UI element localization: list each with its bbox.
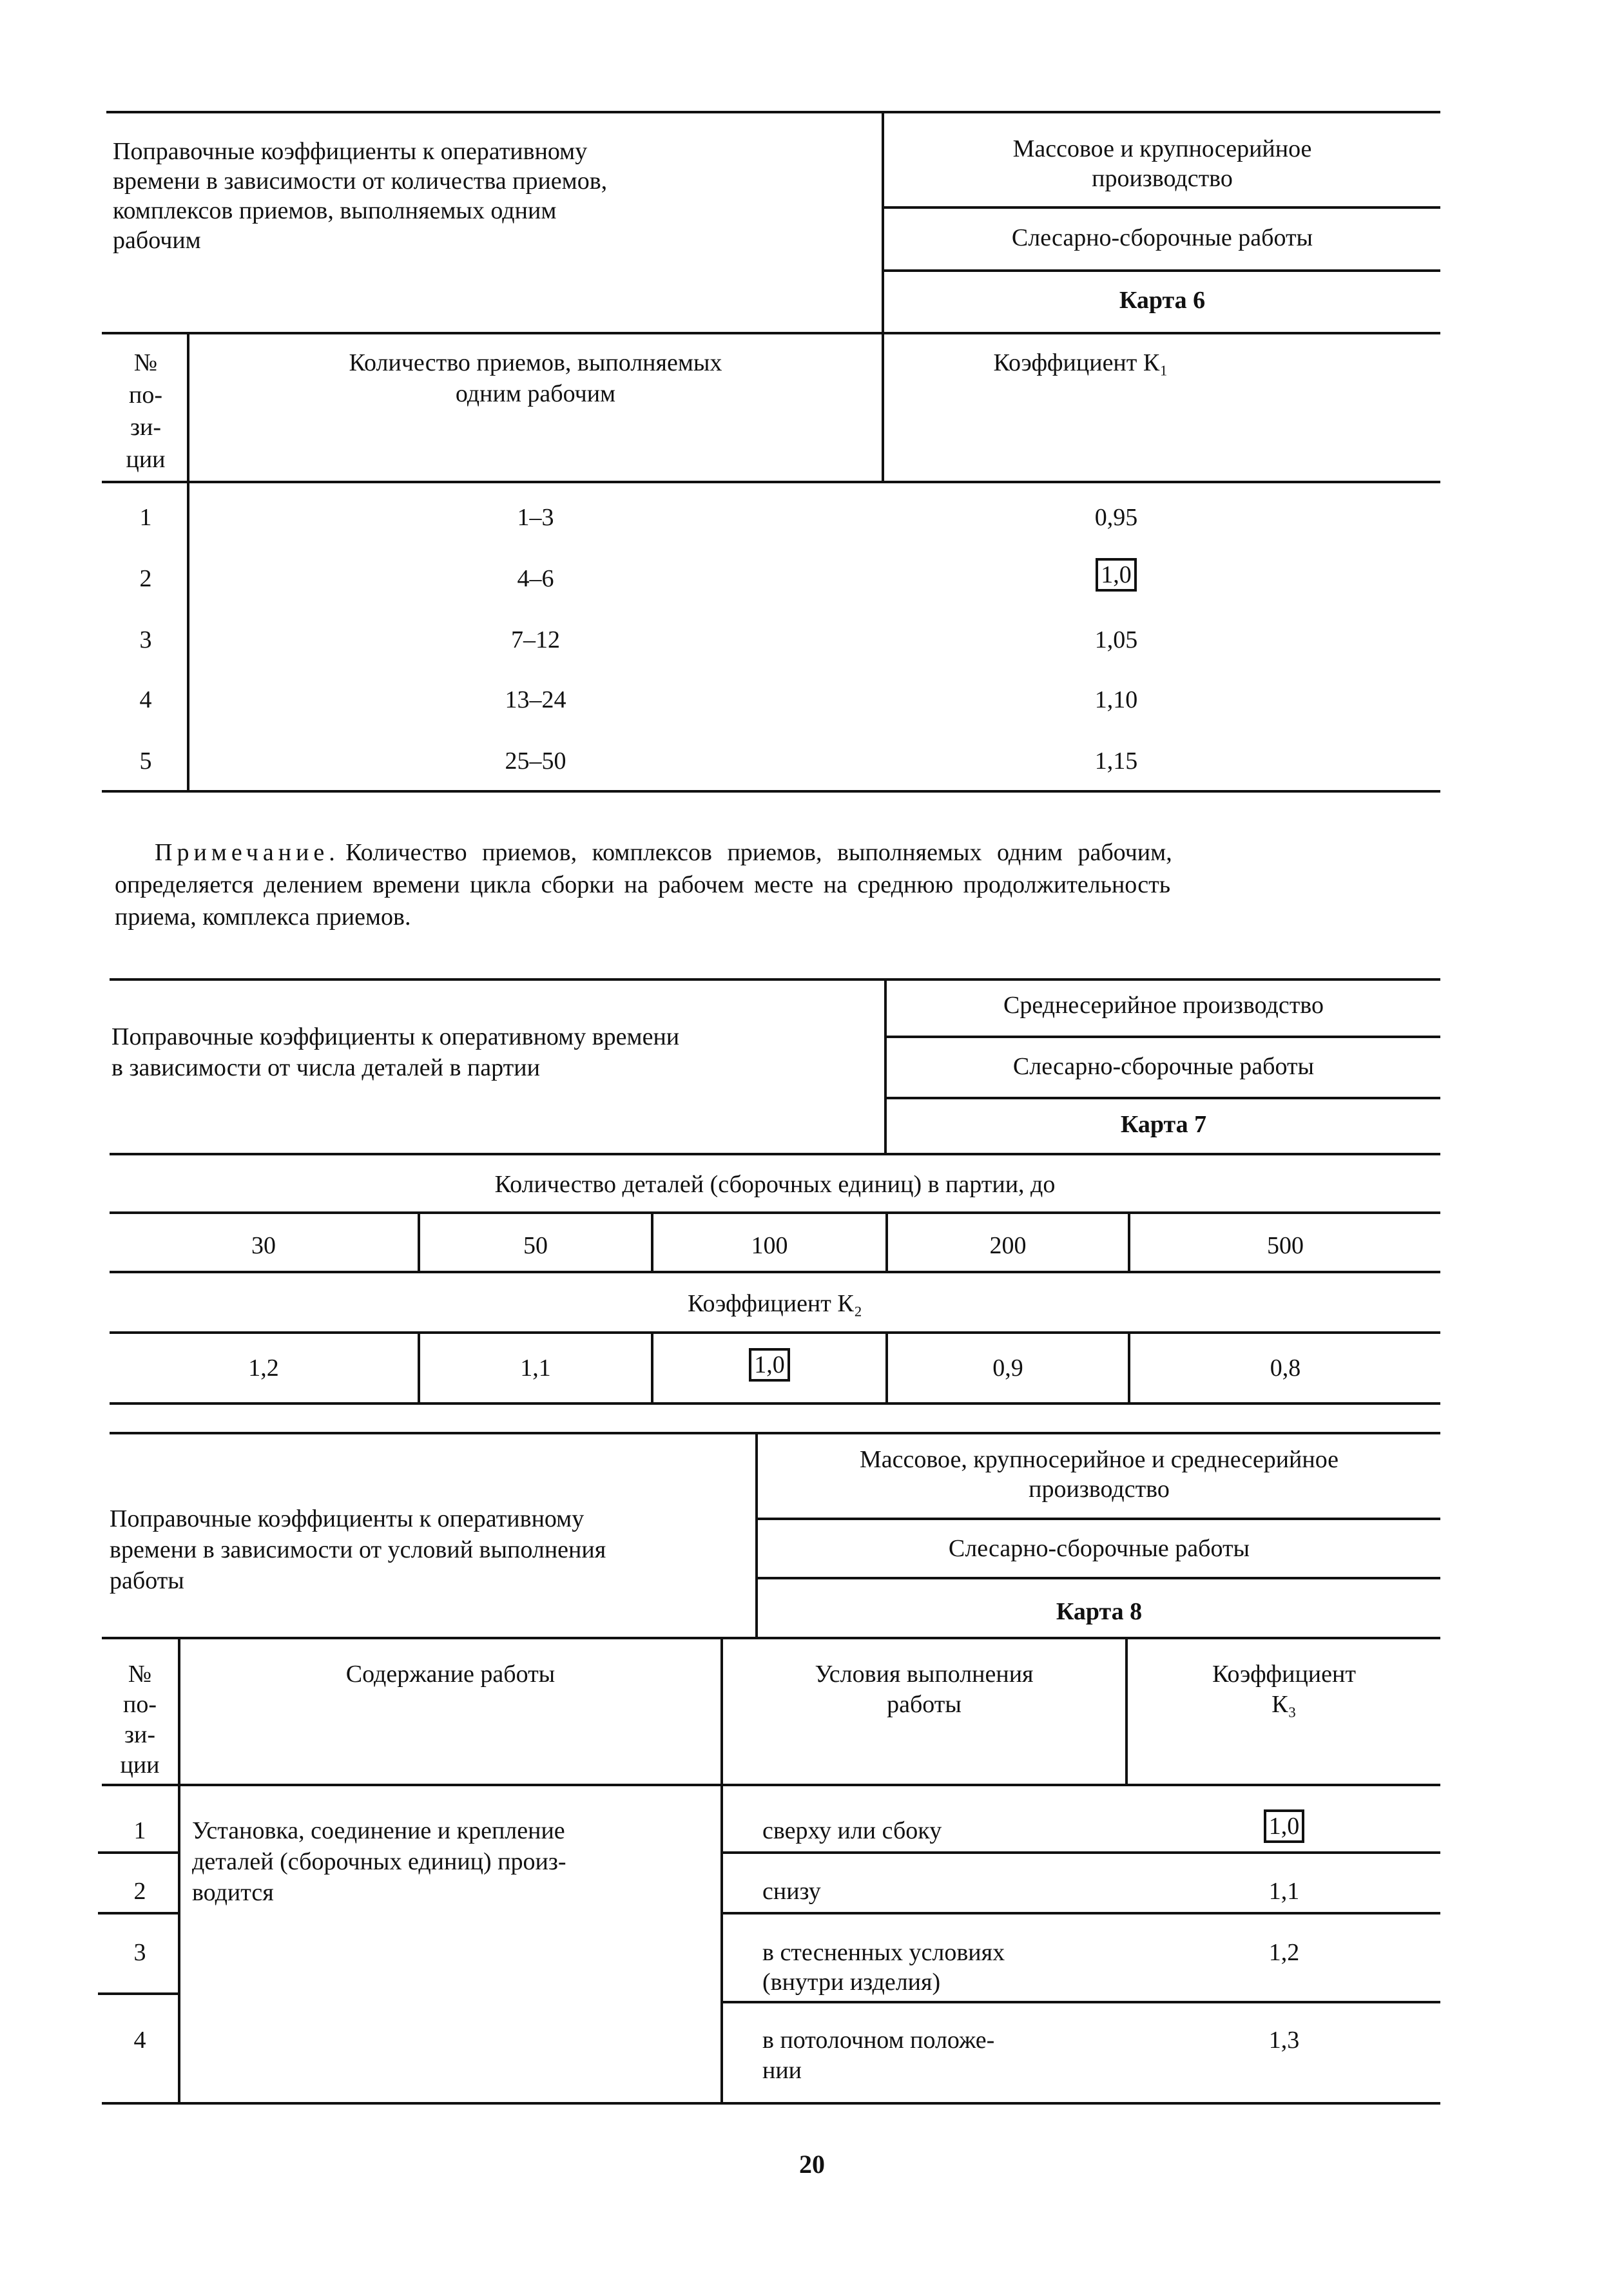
col-conditions-header: Условия выполнения: [815, 1661, 1034, 1688]
rule: [110, 1402, 1440, 1405]
col-pos-header: №: [133, 349, 158, 376]
rule: [755, 1518, 1440, 1520]
coef-cell: 1,1: [520, 1355, 551, 1382]
note-label: Примечание.: [155, 839, 340, 866]
col-pos-header: ции: [126, 446, 166, 473]
table-row-conditions: в стесненных условиях: [762, 1939, 1005, 1966]
col-coef-header: К₃: [1271, 1691, 1297, 1718]
table-row-coef-boxed: [1128, 1809, 1440, 1843]
card7-card-label: Карта 7: [1120, 1111, 1207, 1138]
card7-title-line: Поправочные коэффициенты к оперативному времени: [111, 1023, 680, 1050]
card6-title-line: комплексов приемов, выполняемых одним: [113, 197, 557, 224]
table-row-count: 25–50: [505, 747, 566, 775]
coef-cell: 1,2: [248, 1355, 279, 1382]
card8-production: Массовое, крупносерийное и среднесерийное: [859, 1446, 1339, 1473]
note-line-2: определяется делением времени цикла сборки на рабочем месте на среднюю продолжительность: [115, 871, 1171, 898]
highlight-box: 1,0: [749, 1348, 790, 1382]
table-row-coef-boxed: [884, 558, 1348, 592]
rule: [755, 1577, 1440, 1579]
rule: [720, 1912, 1440, 1914]
table-row-coef: 1,15: [1094, 747, 1138, 775]
table-row-count: 4–6: [517, 565, 554, 592]
table-row-coef: 1,10: [1094, 686, 1138, 713]
rule: [110, 1211, 1440, 1214]
table-row-conditions: снизу: [762, 1878, 821, 1905]
card8-production: производство: [1029, 1476, 1170, 1503]
table-row-conditions: сверху или сбоку: [762, 1817, 942, 1844]
table-row-pos: 3: [139, 626, 152, 653]
coef-cell: 0,9: [992, 1355, 1023, 1382]
rule: [110, 1271, 1440, 1273]
rule: [102, 481, 1440, 483]
rule: [102, 1784, 1440, 1786]
table-row-conditions: (внутри изделия): [762, 1969, 941, 1996]
rule: [110, 1153, 1440, 1155]
rule: [884, 1097, 1440, 1099]
table-row-coef: 1,05: [1094, 626, 1138, 653]
rule: [882, 206, 1440, 209]
rule: [102, 1637, 1440, 1639]
rule: [110, 1331, 1440, 1334]
highlight-box: 1,0: [1264, 1809, 1305, 1843]
col-pos-header: ции: [120, 1751, 160, 1779]
card6-title-line: времени в зависимости от количества приемов,: [113, 168, 608, 195]
col-pos-header: №: [128, 1661, 152, 1688]
qty-cell: 50: [523, 1232, 548, 1259]
table-row-pos: 2: [139, 565, 152, 592]
rule: [720, 1851, 1440, 1854]
qty-cell: 100: [751, 1232, 788, 1259]
note-text: Количество приемов, комплексов приемов, выполняемых одним рабочим,: [345, 839, 1172, 866]
table-row-pos: 4: [133, 2027, 146, 2054]
col-count-header: Количество приемов, выполняемых: [349, 349, 722, 376]
table-row-pos: 1: [139, 504, 152, 531]
qty-cell: 30: [251, 1232, 276, 1259]
card6-production: Массовое и крупносерийное: [1012, 135, 1312, 162]
card6-title-line: рабочим: [113, 227, 201, 254]
col-count-header: одним рабочим: [455, 380, 616, 407]
highlight-box: 1,0: [1096, 558, 1137, 592]
card6-card-label: Карта 6: [1119, 287, 1206, 314]
rule: [882, 269, 1440, 272]
content-line: деталей (сборочных единиц) произ-: [192, 1848, 566, 1875]
page-number: 20: [799, 2150, 825, 2179]
rule: [98, 1992, 178, 1995]
content-line: Установка, соединение и крепление: [192, 1817, 565, 1844]
coef-cell: 0,8: [1270, 1355, 1301, 1382]
card7-work-type: Слесарно-сборочные работы: [1012, 1053, 1315, 1080]
card6-production: производство: [1092, 165, 1233, 192]
table-row-conditions: в потолочном положе-: [762, 2027, 995, 2054]
table-row-pos: 5: [139, 747, 152, 775]
table-row-coef: 1,2: [1268, 1939, 1300, 1966]
col-pos-header: зи-: [130, 414, 161, 441]
col-coef-header: Коэффициент: [1212, 1661, 1356, 1688]
table-row-coef: 1,1: [1268, 1878, 1300, 1905]
table-row-pos: 4: [139, 686, 152, 713]
table-row-coef: 1,3: [1268, 2027, 1300, 2054]
rule: [884, 1036, 1440, 1038]
card8-card-label: Карта 8: [1056, 1598, 1143, 1625]
rule: [178, 1637, 180, 2104]
table-row-conditions: нии: [762, 2057, 802, 2084]
col-conditions-header: работы: [887, 1691, 962, 1718]
card8-work-type: Слесарно-сборочные работы: [948, 1535, 1250, 1562]
rule: [110, 1432, 1440, 1434]
table-row-pos: 1: [133, 1817, 146, 1844]
note-line-1: [155, 838, 1172, 867]
qty-cell: 500: [1267, 1232, 1304, 1259]
table-row-count: 13–24: [505, 686, 566, 713]
rule: [98, 1851, 178, 1854]
qty-cell: 200: [989, 1232, 1027, 1259]
col-pos-header: по-: [123, 1691, 157, 1718]
rule: [102, 2102, 1440, 2105]
content-line: водится: [192, 1879, 274, 1906]
card8-title-line: работы: [110, 1567, 184, 1594]
table-row-coef: 0,95: [1094, 504, 1138, 531]
coef-cell-boxed: [653, 1348, 885, 1382]
col-coef-header: Коэффициент К₁: [993, 349, 1168, 376]
table-row-count: 7–12: [511, 626, 560, 653]
card6-title-line: Поправочные коэффициенты к оперативному: [113, 138, 588, 165]
rule: [720, 2001, 1440, 2003]
rule: [102, 332, 1440, 334]
card7-qty-header: Количество деталей (сборочных единиц) в партии, до: [494, 1171, 1056, 1198]
card7-coef-header: Коэффициент К₂: [688, 1290, 862, 1317]
rule: [110, 978, 1440, 981]
card6-work-type: Слесарно-сборочные работы: [1011, 224, 1313, 251]
table-row-count: 1–3: [517, 504, 554, 531]
rule: [102, 790, 1440, 793]
table-row-pos: 2: [133, 1878, 146, 1905]
col-content-header: Содержание работы: [345, 1661, 556, 1688]
table-row-pos: 3: [133, 1939, 146, 1966]
card8-title-line: времени в зависимости от условий выполнения: [110, 1536, 606, 1563]
col-pos-header: зи-: [124, 1721, 155, 1748]
card7-production: Среднесерийное производство: [1003, 992, 1324, 1019]
rule: [106, 111, 1440, 113]
card8-title-line: Поправочные коэффициенты к оперативному: [110, 1505, 585, 1532]
rule: [98, 1912, 178, 1914]
note-line-3: приема, комплекса приемов.: [115, 903, 411, 931]
card7-title-line: в зависимости от числа деталей в партии: [111, 1054, 540, 1081]
col-pos-header: по-: [129, 381, 162, 409]
